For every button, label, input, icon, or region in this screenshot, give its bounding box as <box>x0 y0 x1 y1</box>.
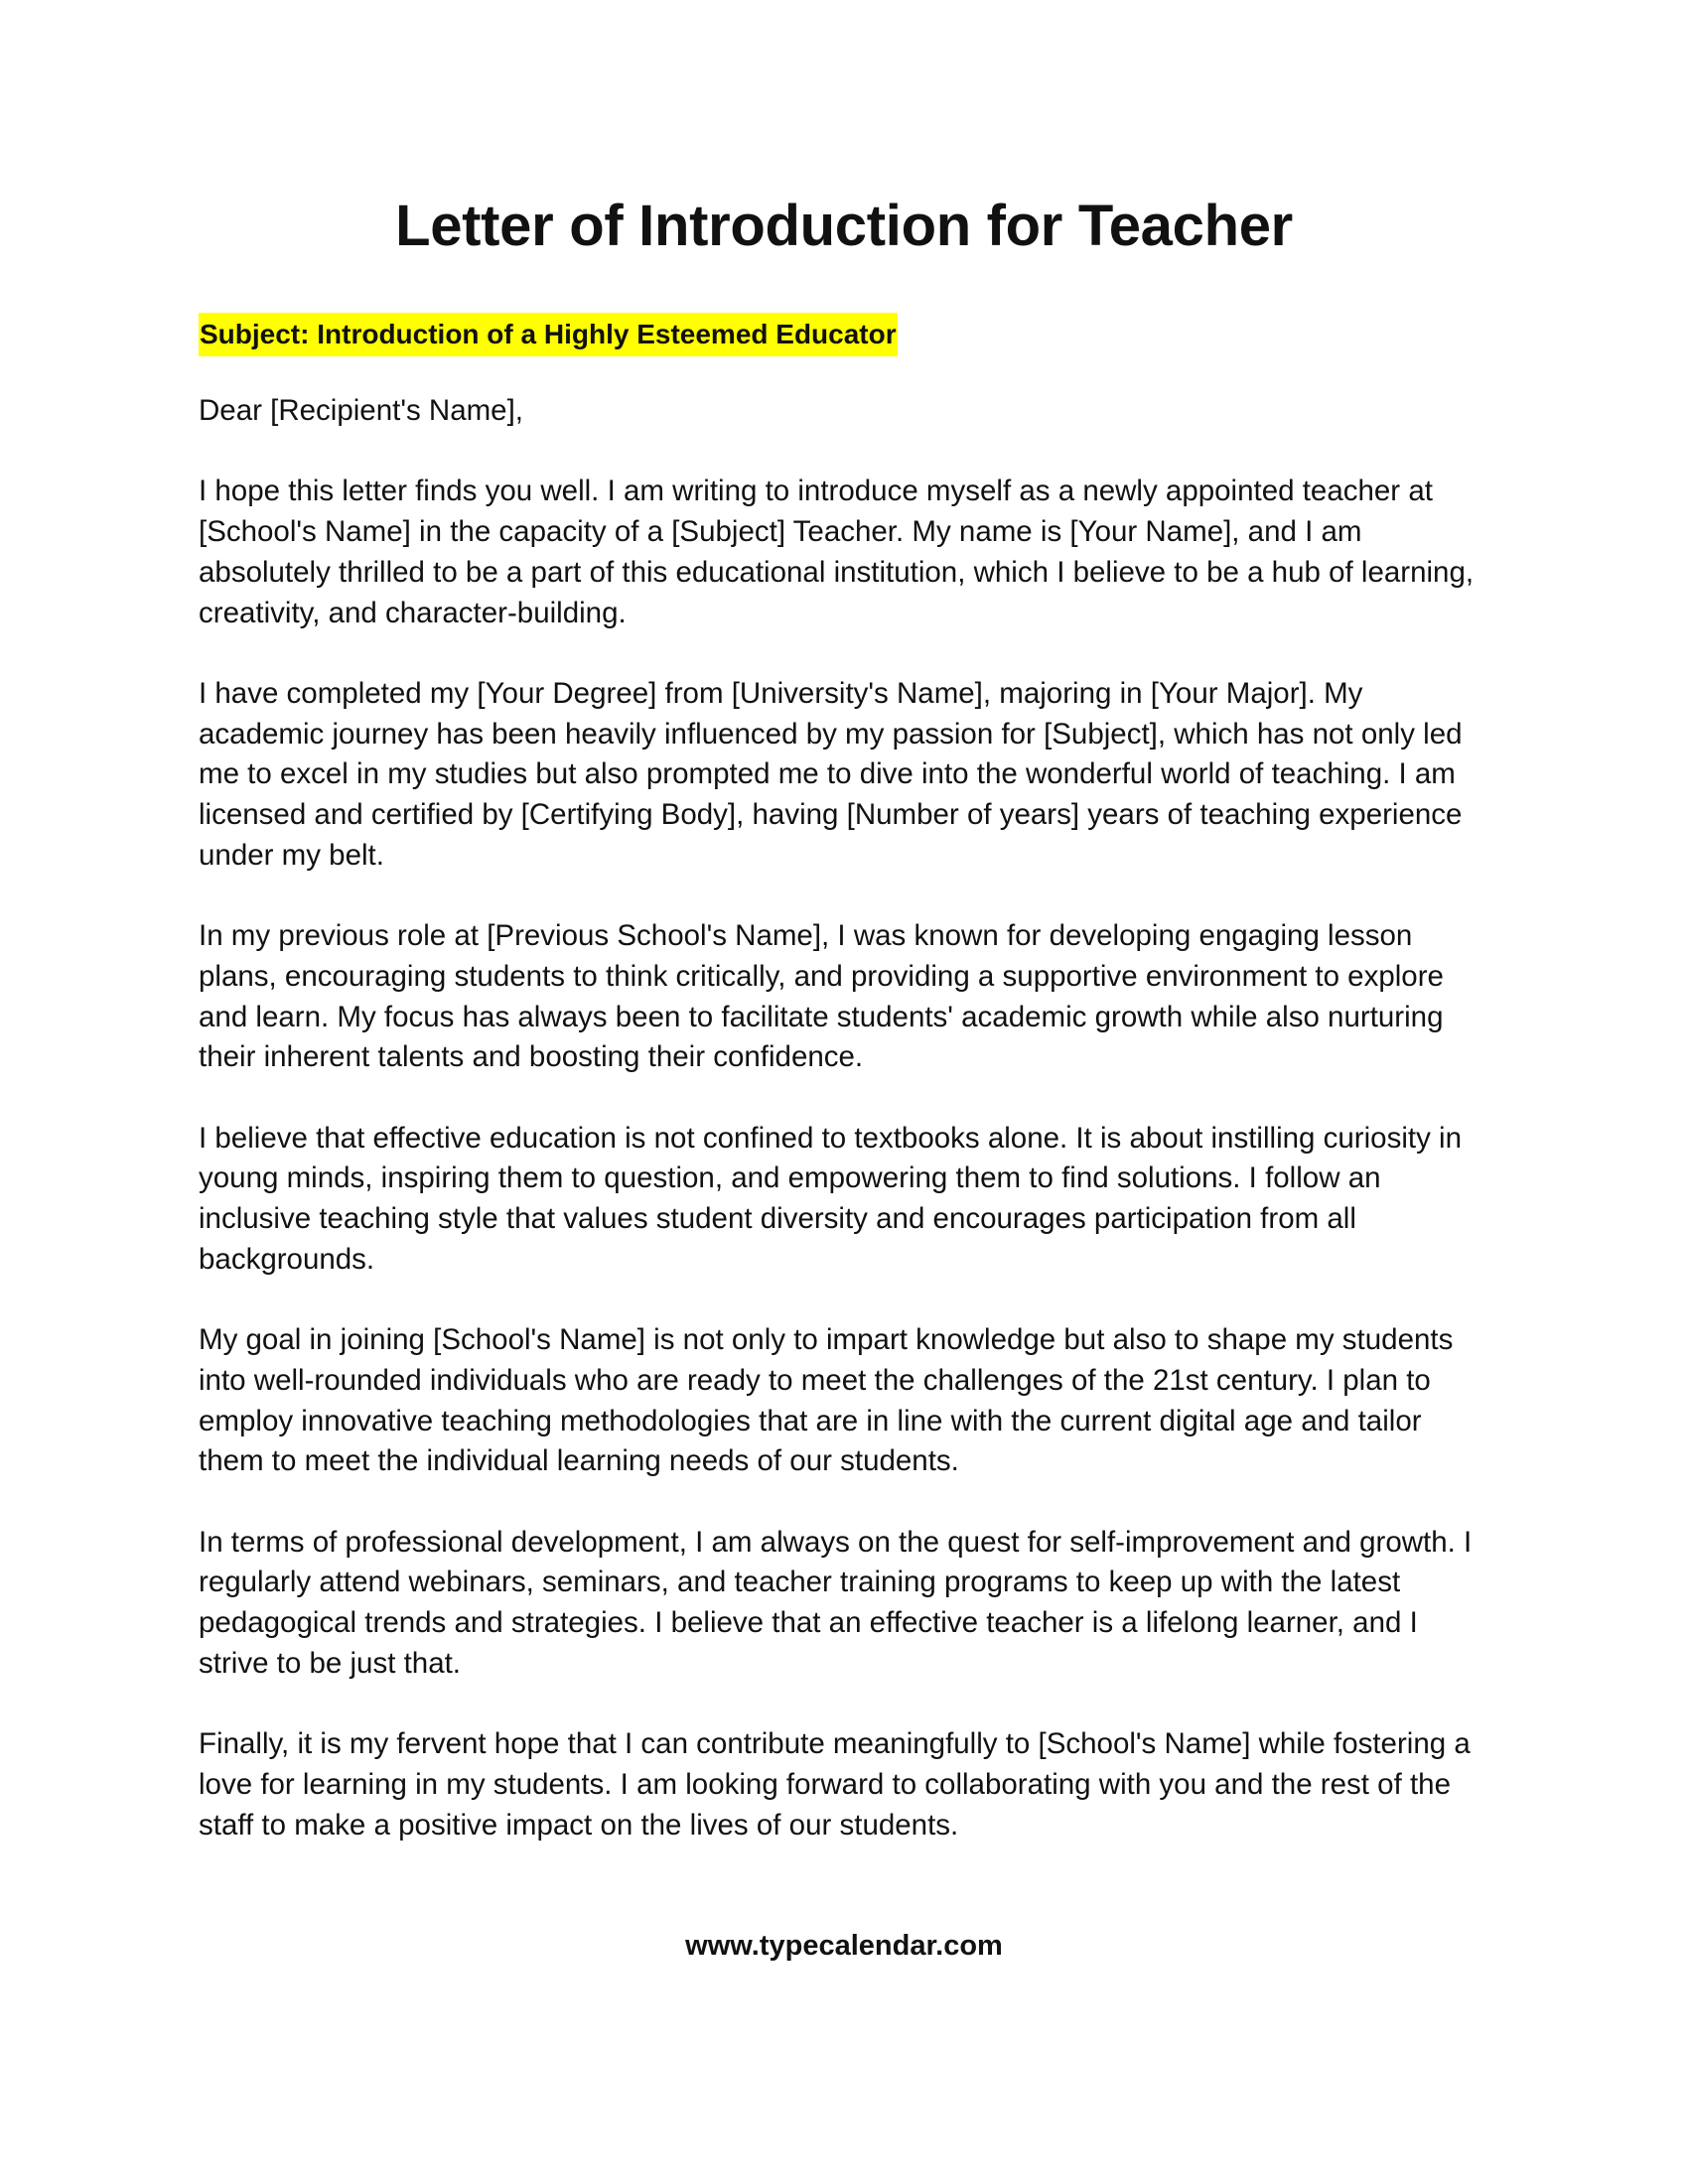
letter-body <box>199 313 1489 1886</box>
paragraph-previous-role: In my previous role at [Previous School's Name], I was known for developing engaging lesson plans, encouraging students to think critically, and providing a supportive environment to explore and learn. My focus has always been to facilitate students' academic growth while also nurturing their inherent talents and boosting their confidence. <box>199 919 1444 1074</box>
subject-line: Subject: Introduction of a Highly Esteemed Educator <box>199 313 898 356</box>
paragraph-development: In terms of professional development, I am always on the quest for self-improvement and growth. I regularly attend webinars, seminars, and teacher training programs to keep up with the latest pedagogical trends and strategies. I believe that an effective teacher is a lifelong learner, and I strive to be just that. <box>199 1525 1473 1680</box>
letter-title: Letter of Introduction for Teacher <box>395 194 1293 258</box>
paragraph-education: I have completed my [Your Degree] from [University's Name], majoring in [Your Major]. My academic journey has been heavily influenced by my passion for [Subject], which has not only led me to excel in my studies but also prompted me to dive into the wonderful world of teaching. I am licensed and certified by [Certifying Body], having [Number of years] years of teaching experience under my belt. <box>199 676 1463 872</box>
paragraph-intro: I hope this letter finds you well. I am writing to introduce myself as a newly appointed teacher at [School's Name] in the capacity of a [Subject] Teacher. My name is [Your Name], and I am absolutely thrilled to be a part of this educational institution, which I believe to be a hub of learning, creativity, and character-building. <box>199 475 1475 629</box>
footer-website: www.typecalendar.com <box>685 1930 1003 1962</box>
paragraph-goals: My goal in joining [School's Name] is not only to impart knowledge but also to shape my students into well-rounded individuals who are ready to meet the challenges of the 21st century. I plan to employ innovative teaching methodologies that are in line with the current digital age and tailor them to meet the individual learning needs of our students. <box>199 1323 1454 1478</box>
salutation: Dear [Recipient's Name], <box>199 394 523 427</box>
paragraph-philosophy: I believe that effective education is not confined to textbooks alone. It is about instilling curiosity in young minds, inspiring them to question, and empowering them to find solutions. I follow an inclusive teaching style that values student diversity and encourages participation from all backgrounds. <box>199 1121 1462 1276</box>
paragraph-closing: Finally, it is my fervent hope that I can contribute meaningfully to [School's Name] while fostering a love for learning in my students. I am looking forward to collaborating with you and the rest of the staff to make a positive impact on the lives of our students. <box>199 1727 1471 1842</box>
